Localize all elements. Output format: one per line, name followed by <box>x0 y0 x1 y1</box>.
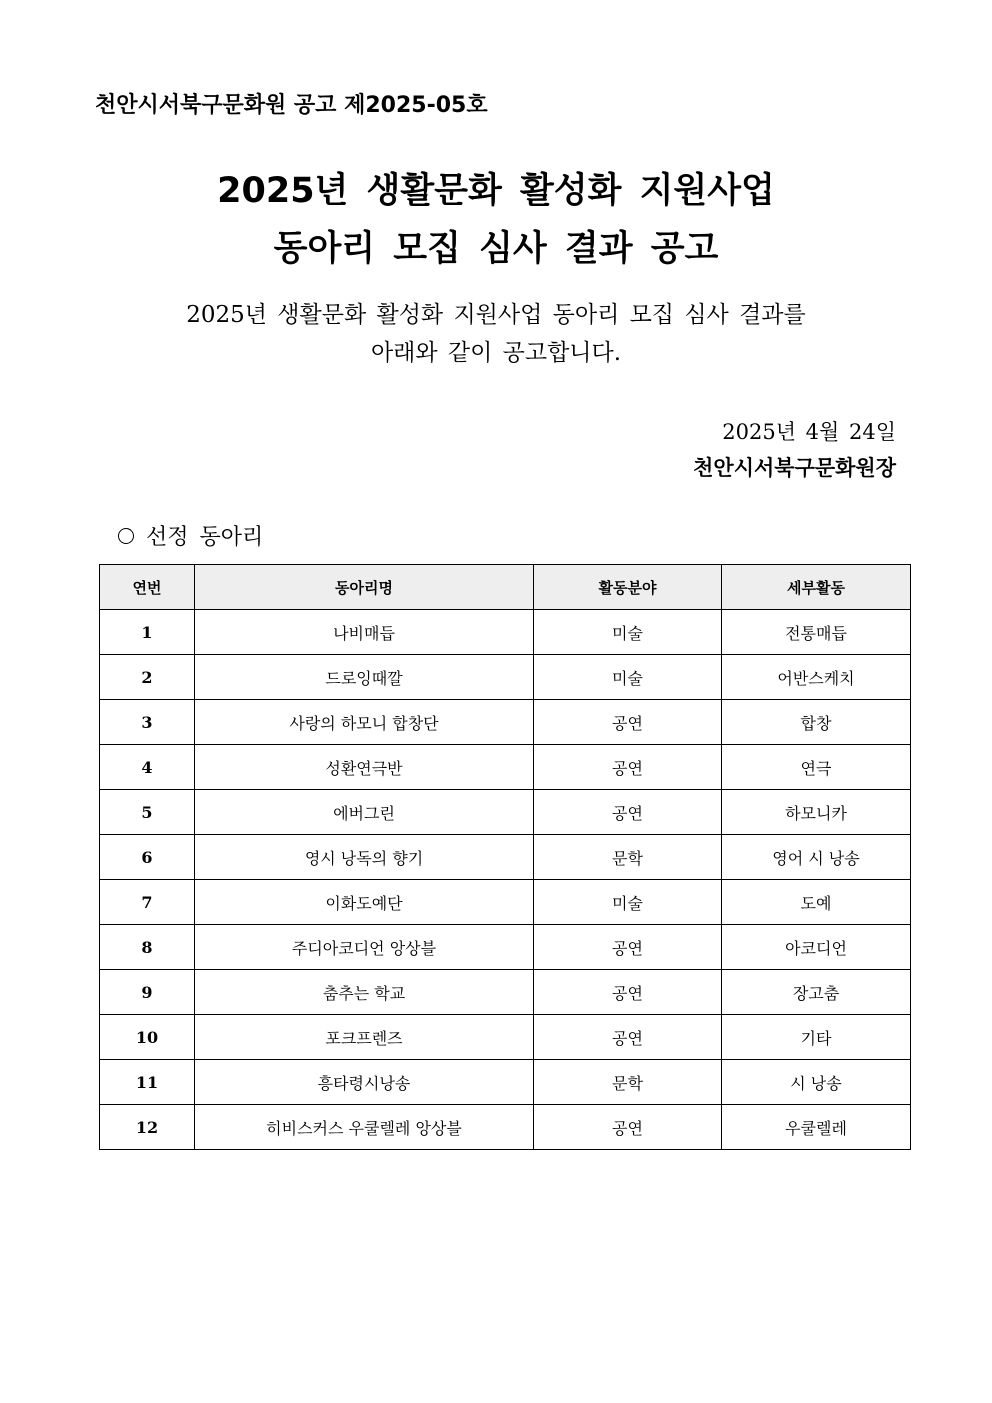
table-row <box>100 745 911 790</box>
intro-paragraph <box>0 296 992 372</box>
cell-field: 공연 <box>534 745 722 790</box>
title-line-2: 동아리 모집 심사 결과 공고 <box>273 229 719 269</box>
cell-club-name: 주디아코디언 앙상블 <box>195 925 534 970</box>
cell-field: 미술 <box>534 610 722 655</box>
cell-activity: 합창 <box>722 700 911 745</box>
table-row <box>100 925 911 970</box>
cell-activity: 기타 <box>722 1015 911 1060</box>
cell-activity: 어반스케치 <box>722 655 911 700</box>
cell-activity: 영어 시 낭송 <box>722 835 911 880</box>
cell-serial: 4 <box>100 745 195 790</box>
cell-serial: 6 <box>100 835 195 880</box>
organization-signature: 천안시서북구문화원장 <box>693 456 896 480</box>
cell-activity: 시 낭송 <box>722 1060 911 1105</box>
cell-activity: 도예 <box>722 880 911 925</box>
document-title <box>0 162 992 278</box>
cell-club-name: 성환연극반 <box>195 745 534 790</box>
cell-serial: 3 <box>100 700 195 745</box>
cell-club-name: 에버그린 <box>195 790 534 835</box>
intro-line-2: 아래와 같이 공고합니다. <box>370 340 622 366</box>
cell-field: 공연 <box>534 970 722 1015</box>
table-row <box>100 1015 911 1060</box>
announcement-date: 2025년 4월 24일 <box>722 420 896 444</box>
header-serial: 연번 <box>100 565 195 610</box>
cell-field: 문학 <box>534 835 722 880</box>
cell-field: 공연 <box>534 1015 722 1060</box>
cell-activity: 우쿨렐레 <box>722 1105 911 1150</box>
cell-activity: 연극 <box>722 745 911 790</box>
cell-club-name: 흥타령시낭송 <box>195 1060 534 1105</box>
table-row <box>100 700 911 745</box>
cell-serial: 9 <box>100 970 195 1015</box>
table-row <box>100 1060 911 1105</box>
cell-club-name: 사랑의 하모니 합창단 <box>195 700 534 745</box>
cell-serial: 8 <box>100 925 195 970</box>
table-row <box>100 610 911 655</box>
cell-field: 미술 <box>534 880 722 925</box>
cell-club-name: 나비매듭 <box>195 610 534 655</box>
cell-activity: 전통매듭 <box>722 610 911 655</box>
table-row <box>100 880 911 925</box>
table-header-row <box>100 565 911 610</box>
cell-club-name: 포크프렌즈 <box>195 1015 534 1060</box>
table-row <box>100 970 911 1015</box>
cell-serial: 7 <box>100 880 195 925</box>
table-row <box>100 655 911 700</box>
cell-serial: 2 <box>100 655 195 700</box>
header-activity: 세부활동 <box>722 565 911 610</box>
cell-serial: 1 <box>100 610 195 655</box>
cell-club-name: 드로잉때깔 <box>195 655 534 700</box>
cell-serial: 10 <box>100 1015 195 1060</box>
cell-field: 문학 <box>534 1060 722 1105</box>
cell-serial: 11 <box>100 1060 195 1105</box>
cell-club-name: 영시 낭독의 향기 <box>195 835 534 880</box>
intro-line-1: 2025년 생활문화 활성화 지원사업 동아리 모집 심사 결과를 <box>186 302 806 328</box>
header-field: 활동분야 <box>534 565 722 610</box>
cell-activity: 하모니카 <box>722 790 911 835</box>
cell-field: 공연 <box>534 700 722 745</box>
cell-field: 미술 <box>534 655 722 700</box>
table-row <box>100 835 911 880</box>
cell-club-name: 히비스커스 우쿨렐레 앙상블 <box>195 1105 534 1150</box>
cell-activity: 아코디언 <box>722 925 911 970</box>
table-row <box>100 1105 911 1150</box>
circle-icon <box>118 528 134 544</box>
cell-activity: 장고춤 <box>722 970 911 1015</box>
cell-field: 공연 <box>534 925 722 970</box>
cell-serial: 5 <box>100 790 195 835</box>
title-line-1: 2025년 생활문화 활성화 지원사업 <box>217 171 775 211</box>
cell-club-name: 이화도예단 <box>195 880 534 925</box>
section-header <box>118 520 263 551</box>
cell-club-name: 춤추는 학교 <box>195 970 534 1015</box>
cell-field: 공연 <box>534 1105 722 1150</box>
selected-clubs-table <box>99 564 911 1150</box>
header-club-name: 동아리명 <box>195 565 534 610</box>
cell-field: 공연 <box>534 790 722 835</box>
section-label: 선정 동아리 <box>146 525 264 550</box>
table-row <box>100 790 911 835</box>
cell-serial: 12 <box>100 1105 195 1150</box>
notice-number: 천안시서북구문화원 공고 제2025-05호 <box>95 93 488 118</box>
